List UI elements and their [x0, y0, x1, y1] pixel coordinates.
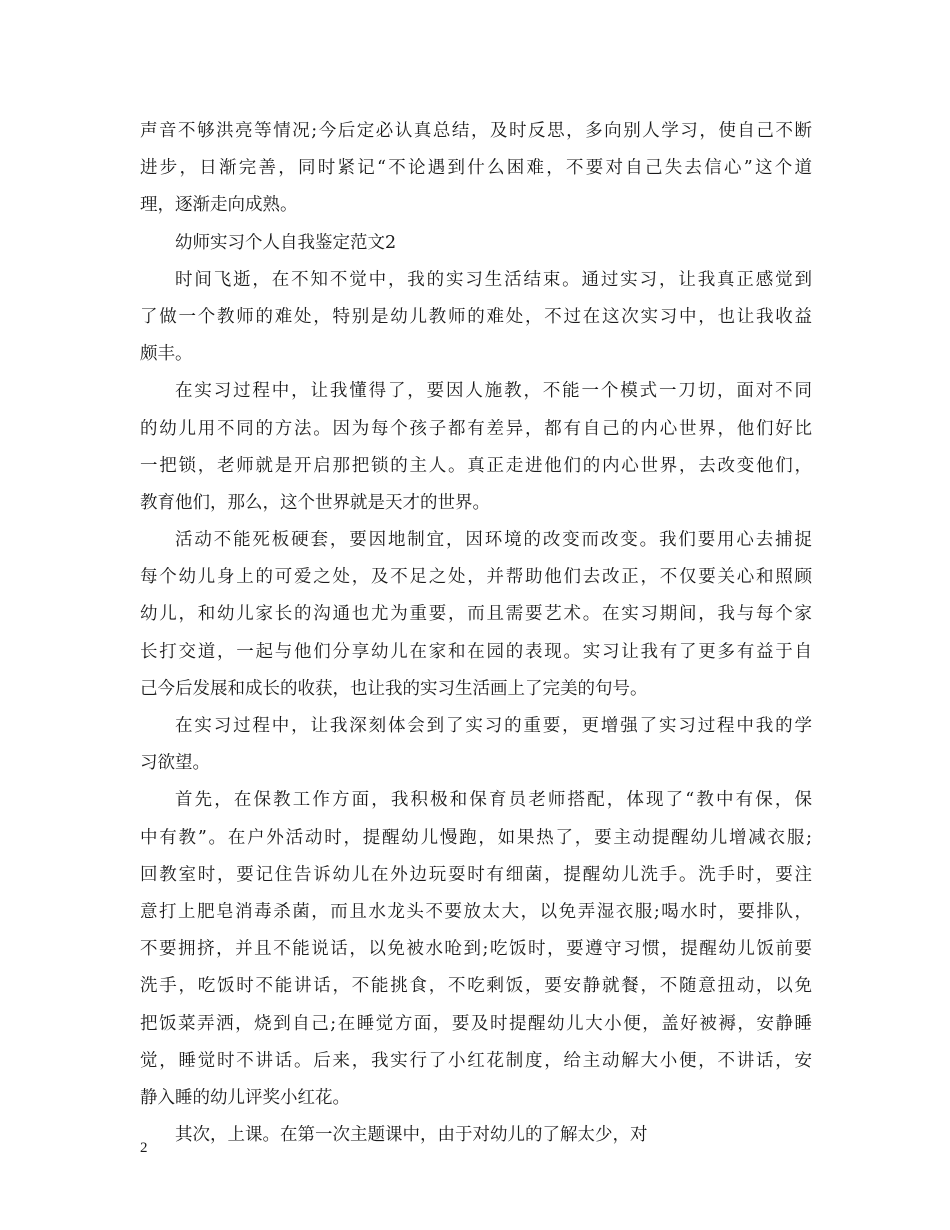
text-line: 教育他们，那么，这个世界就是天才的世界。: [140, 492, 490, 513]
text-line: 静入睡的幼儿评奖小红花。: [140, 1087, 350, 1108]
text-line: 在实习过程中，让我懂得了，要因人施教，不能一个模式一刀切，面对不同: [175, 381, 812, 402]
text-line: 一把锁，老师就是开启那把锁的主人。真正走进他们的内心世界，去改变他们，: [140, 455, 812, 476]
text-line: 颇丰。: [140, 344, 193, 365]
text-line: 意打上肥皂消毒杀菌，而且水龙头不要放太大，以免弄湿衣服;喝水时，要排队，: [140, 901, 812, 922]
text-line: 首先，在保教工作方面，我积极和保育员老师搭配，体现了“教中有保，保: [175, 790, 812, 811]
text-line: 理，逐渐走向成熟。: [140, 195, 298, 216]
text-line: 长打交道，一起与他们分享幼儿在家和在园的表现。实习让我有了更多有益于自: [140, 641, 812, 662]
text-line: 每个幼儿身上的可爱之处，及不足之处，并帮助他们去改正，不仅要关心和照顾: [140, 567, 812, 588]
text-line: 时间飞逝，在不知不觉中，我的实习生活结束。通过实习，让我真正感觉到: [175, 269, 812, 290]
text-line: 进步，日渐完善，同时紧记“不论遇到什么困难，不要对自己失去信心”这个道: [140, 158, 812, 179]
text-line: 觉，睡觉时不讲话。后来，我实行了小红花制度，给主动解大小便，不讲话，安: [140, 1050, 812, 1071]
text-line: 了做一个教师的难处，特别是幼儿教师的难处，不过在这次实习中，也让我收益: [140, 306, 812, 327]
text-line: 在实习过程中，让我深刻体会到了实习的重要，更增强了实习过程中我的学: [175, 716, 812, 736]
text-line: 其次，上课。在第一次主题课中，由于对幼儿的了解太少，对: [175, 1125, 648, 1146]
text-line: 洗手，吃饭时不能讲话，不能挑食，不吃剩饭，要安静就餐，不随意扭动，以免: [140, 976, 812, 997]
text-line: 声音不够洪亮等情况;今后定必认真总结，及时反思，多向别人学习，使自己不断: [140, 121, 812, 141]
text-line: 不要拥挤，并且不能说话，以免被水呛到;吃饭时，要遵守习惯，提醒幼儿饭前要: [140, 939, 812, 960]
text-line: 中有教”。在户外活动时，提醒幼儿慢跑，如果热了，要主动提醒幼儿增减衣服;: [140, 827, 812, 848]
document-body: [140, 113, 812, 1154]
text-line: 幼师实习个人自我鉴定范文2: [175, 232, 397, 253]
text-line: 的幼儿用不同的方法。因为每个孩子都有差异，都有自己的内心世界，他们好比: [140, 418, 812, 439]
text-line: 活动不能死板硬套，要因地制宜，因环境的改变而改变。我们要用心去捕捉: [175, 530, 812, 551]
text-line: 己今后发展和成长的收获，也让我的实习生活画上了完美的句号。: [140, 678, 648, 699]
text-line: 习欲望。: [140, 753, 210, 774]
text-line: 把饭菜弄洒，烧到自己;在睡觉方面，要及时提醒幼儿大小便，盖好被褥，安静睡: [140, 1013, 812, 1034]
text-line: 回教室时，要记住告诉幼儿在外边玩耍时有细菌，提醒幼儿洗手。洗手时，要注: [140, 864, 812, 885]
text-line: 幼儿，和幼儿家长的沟通也尤为重要，而且需要艺术。在实习期间，我与每个家: [140, 604, 812, 625]
page-number: 2: [140, 1140, 148, 1156]
